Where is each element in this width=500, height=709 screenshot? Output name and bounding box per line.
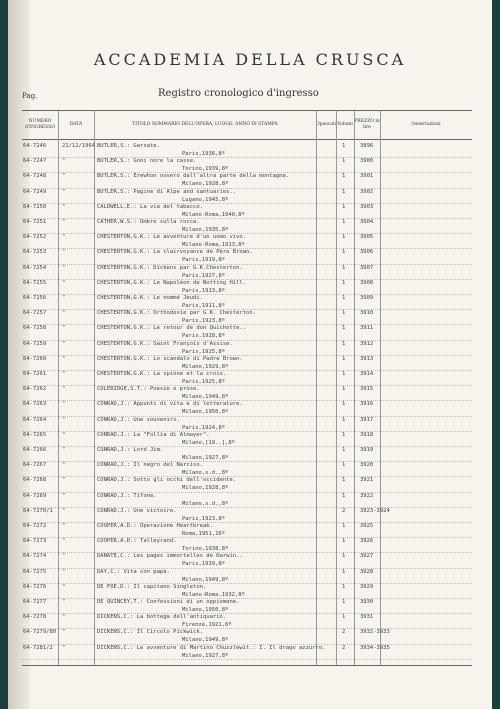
entry-date: " — [62, 355, 66, 362]
entry-date: " — [62, 477, 66, 484]
entry-price: 3902 — [360, 188, 374, 195]
entry-title: CONRAD,J.: Tifone. — [97, 492, 157, 499]
entry-number: 64-7276 — [23, 583, 47, 590]
table-row — [22, 204, 472, 219]
entry-price: 3896 — [360, 143, 374, 149]
entry-price: 3926 — [360, 538, 374, 545]
entry-date: " — [62, 492, 66, 499]
entry-place-year: Milano,1950,8º — [182, 409, 229, 416]
entry-place-year: Milano,s.d.,8º — [182, 470, 229, 477]
entry-number: 64-7264 — [23, 416, 47, 423]
entry-number: 64-7248 — [23, 173, 47, 180]
entry-volumes: 1 — [342, 295, 346, 301]
entry-place-year: Milano,[19..],8º — [182, 439, 235, 446]
entry-price: 3907 — [360, 264, 374, 271]
entry-price: 3918 — [360, 431, 374, 438]
entry-date: " — [62, 371, 66, 377]
entry-volumes: 1 — [342, 386, 346, 393]
table-row — [22, 234, 472, 249]
entry-price: 3928 — [360, 568, 374, 575]
table-row — [22, 629, 472, 644]
table-row — [22, 523, 472, 538]
entry-date: " — [62, 431, 66, 438]
entry-place-year: Torino,1938,8º — [182, 546, 229, 553]
entry-volumes: 2 — [342, 507, 346, 514]
table-row — [22, 553, 472, 568]
entry-number: 64-7253 — [23, 249, 47, 256]
entry-place-year: Firenze,1921,8º — [182, 622, 232, 629]
entry-date: " — [62, 629, 66, 636]
entry-number: 64-7250 — [23, 203, 47, 210]
entry-date: " — [62, 310, 66, 317]
entry-number: 64-7267 — [23, 462, 47, 469]
entry-volumes: 1 — [342, 355, 346, 362]
entry-place-year: Milano,1928,8º — [182, 181, 229, 188]
entry-place-year: Paris,1919,8º — [182, 257, 226, 264]
entry-number: 64-7277 — [23, 599, 47, 605]
entry-title: CHESTERTON,G.K.: Lo scandalo di Padre Brown. — [97, 355, 243, 362]
table-row — [22, 143, 472, 158]
entry-price: 3932-3933 — [360, 629, 390, 636]
entry-number: 64-7247 — [23, 158, 47, 165]
entry-price: 3909 — [360, 295, 374, 301]
entry-volumes: 2 — [342, 644, 346, 651]
entry-volumes: 1 — [342, 416, 346, 423]
entry-volumes: 1 — [342, 234, 346, 241]
entry-title: DICKENS,C.: La bottega dell'antiquario. — [97, 614, 227, 621]
entry-volumes: 1 — [342, 477, 346, 484]
entry-date: " — [62, 188, 66, 195]
entry-date: " — [62, 583, 66, 590]
entry-title: COLERIDGE,S.T.: Poesie e prose. — [97, 386, 200, 393]
entry-price: 3920 — [360, 462, 374, 469]
entry-price: 3906 — [360, 249, 374, 256]
entry-date: " — [62, 234, 66, 241]
entry-price: 3914 — [360, 371, 374, 377]
entry-volumes: 1 — [342, 553, 346, 560]
entry-price: 3930 — [360, 599, 374, 605]
entry-number: 64-7265 — [23, 431, 47, 438]
entry-date: " — [62, 447, 66, 453]
entry-number: 64-7251 — [23, 219, 47, 225]
entry-price: 3925 — [360, 523, 374, 529]
entry-date: " — [62, 203, 66, 210]
entry-price: 3904 — [360, 219, 374, 225]
entry-price: 3915 — [360, 386, 374, 393]
table-row — [22, 493, 472, 508]
entry-title: BUTLER,S.: Garsate. — [97, 143, 160, 149]
entry-date: " — [62, 279, 66, 286]
entry-volumes: 1 — [342, 371, 346, 377]
entry-number: 64-7262 — [23, 386, 47, 393]
entry-date: " — [62, 340, 66, 347]
entry-number: 64-7254 — [23, 264, 47, 271]
entry-place-year: Lugano,1945,8º — [182, 196, 229, 203]
table-row — [22, 189, 472, 204]
entry-title: CHESTERTON,G.K.: Le avventure d'un uomo vivo. — [97, 234, 247, 241]
header-opuscoli: Opuscoli — [316, 122, 336, 127]
entry-volumes: 1 — [342, 614, 346, 621]
header-data: DATA — [69, 122, 83, 127]
entry-number: 64-7256 — [23, 295, 47, 301]
entry-title: CONRAD,J.: Sotto gli occhi dell'occidente. — [97, 477, 237, 484]
entry-volumes: 2 — [342, 629, 346, 636]
entry-place-year: Milano,1949,8º — [182, 394, 229, 401]
entry-place-year: Torino,1939,8º — [182, 166, 229, 173]
entry-volumes: 1 — [342, 310, 346, 317]
entry-number: 64-7266 — [23, 447, 47, 453]
entry-number: 64-7255 — [23, 279, 47, 286]
entry-volumes: 1 — [342, 219, 346, 225]
entry-number: 64-7279/80 — [23, 629, 57, 636]
entry-number: 64-7272 — [23, 523, 47, 529]
table-bottom-rule — [22, 665, 472, 666]
table-header — [22, 110, 472, 140]
entry-volumes: 1 — [342, 249, 346, 256]
entry-date: " — [62, 386, 66, 393]
register-page — [8, 0, 492, 709]
entry-title: CATHER,W.S.: Ombre sulla rocca. — [97, 219, 200, 225]
entry-price: 3922 — [360, 492, 374, 499]
entry-place-year: Paris,1925,8º — [182, 379, 226, 385]
entry-date: " — [62, 568, 66, 575]
entry-date: " — [62, 614, 66, 621]
table-row — [22, 371, 472, 386]
entry-title: BUTLER,S.: Gnoi nore la casse. — [97, 158, 197, 165]
entry-date: 21/12/1964 — [62, 143, 96, 149]
header-volumi: Volumi — [337, 122, 353, 127]
entry-place-year: Paris,1923,8º — [182, 515, 226, 522]
entry-number: 64-7258 — [23, 325, 47, 332]
table-row — [22, 280, 472, 295]
table-row — [22, 447, 472, 462]
table-row — [22, 614, 472, 629]
entry-place-year: Milano-Roma,1932,8º — [182, 591, 245, 598]
entry-date: " — [62, 644, 66, 651]
entry-price: 3923-3924 — [360, 507, 390, 514]
entry-title: DAY,C.: Vita con papà. — [97, 568, 170, 575]
entry-title: BUTLER,S.: Erewhon ovvero dall'altra parte della montagna. — [97, 173, 290, 180]
entry-price: 3912 — [360, 340, 374, 347]
entry-volumes: 1 — [342, 401, 346, 408]
table-row — [22, 584, 472, 599]
entry-date: " — [62, 264, 66, 271]
entry-title: CONRAD,J.: Lord Jim. — [97, 447, 164, 453]
entry-volumes: 1 — [342, 264, 346, 271]
entry-place-year: Paris,1927,8º — [182, 272, 226, 279]
entry-place-year: Milano,1928,8º — [182, 485, 229, 492]
entry-title: CHESTERTON,G.K.: Le Napoléon de Notting Hill. — [97, 279, 247, 286]
entry-volumes: 1 — [342, 143, 346, 149]
table-row — [22, 356, 472, 371]
entry-volumes: 1 — [342, 158, 346, 165]
entry-price: 3911 — [360, 325, 374, 332]
entry-title: CHESTERTON,G.K.: Dickens par G.K.Chesterton. — [97, 264, 243, 271]
entry-price: 3913 — [360, 355, 374, 362]
entry-number: 64-7275 — [23, 568, 47, 575]
entry-date: " — [62, 401, 66, 408]
table-row — [22, 310, 472, 325]
table-row — [22, 265, 472, 280]
entry-price: 3908 — [360, 279, 374, 286]
table-row — [22, 508, 472, 523]
entry-place-year: Milano,1949,8º — [182, 576, 229, 583]
entry-title: COOPER,A.D.: Operazione Heartbreak. — [97, 523, 213, 529]
entry-volumes: 1 — [342, 462, 346, 469]
entry-title: CHESTERTON,G.K.: La clairvoyance de Père Brown. — [97, 249, 253, 256]
entry-title: CONRAD,J.: La "Follia di Almayer". — [97, 431, 210, 438]
entry-title: CALDWELL,E.: La via del tabacco. — [97, 203, 203, 210]
entry-number: 64-7252 — [23, 234, 47, 241]
entry-title: CONRAD,J.: Appunti di vita e di letterature. — [97, 401, 243, 408]
entry-number: 64-7274 — [23, 553, 47, 560]
register-subtitle: Registro cronologico d'ingresso — [158, 88, 319, 99]
entry-volumes: 1 — [342, 538, 346, 545]
table-row — [22, 341, 472, 356]
entry-volumes: 1 — [342, 583, 346, 590]
entry-title: DANATE,C.: Les pages immortelles de Darwin.. — [97, 553, 243, 560]
entry-price: 3903 — [360, 203, 374, 210]
entry-place-year: Paris,1924,8º — [182, 424, 226, 431]
table-row — [22, 173, 472, 188]
table-row — [22, 477, 472, 492]
entry-price: 3934-3935 — [360, 644, 390, 651]
entry-title: CHESTERTON,G.K.: La spiòne et la croix. — [97, 371, 227, 377]
entry-title: DE FOE,D.: Il capitano Singleton. — [97, 583, 207, 590]
entry-date: " — [62, 599, 66, 605]
entry-number: 64-7261 — [23, 371, 47, 377]
entry-volumes: 1 — [342, 279, 346, 286]
table-row — [22, 417, 472, 432]
entry-price: 3900 — [360, 158, 374, 165]
entry-number: 64-7278 — [23, 614, 47, 621]
entry-date: " — [62, 507, 66, 514]
entry-place-year: Roma,1951,16º — [182, 531, 226, 537]
entry-title: CONRAD,J.: Une souvenirs. — [97, 416, 180, 423]
page-number-label: Pag. — [22, 92, 38, 100]
table-row — [22, 462, 472, 477]
table-row — [22, 158, 472, 173]
entry-price: 3931 — [360, 614, 374, 621]
entry-title: CONRAD,J.: Une victoire. — [97, 507, 177, 514]
entry-volumes: 1 — [342, 523, 346, 529]
row-rule — [22, 659, 472, 660]
entry-date: " — [62, 538, 66, 545]
entry-place-year: Milano,1929,8º — [182, 363, 229, 370]
entry-date: " — [62, 523, 66, 529]
entry-place-year: Milano,1927,8º — [182, 455, 229, 461]
entry-price: 3916 — [360, 401, 374, 408]
entry-date: " — [62, 295, 66, 301]
entry-place-year: Milano,1927,8º — [182, 652, 229, 659]
entry-price: 3917 — [360, 416, 374, 423]
entry-place-year: Milano-Roma,1940,8º — [182, 211, 245, 218]
entry-number: 64-7259 — [23, 340, 47, 347]
header-titolo: TITOLO SOMMARIO DELL'OPERA, LUOGO, ANNO DI STAMPA — [132, 122, 278, 127]
table-row — [22, 645, 472, 660]
entry-date: " — [62, 219, 66, 225]
entry-place-year: Paris,1923,8º — [182, 318, 226, 325]
entry-volumes: 1 — [342, 188, 346, 195]
entry-volumes: 1 — [342, 431, 346, 438]
entry-date: " — [62, 462, 66, 469]
table-row — [22, 325, 472, 340]
entry-volumes: 1 — [342, 340, 346, 347]
entry-number: 64-7281/2 — [23, 644, 53, 651]
entry-number: 64-7269 — [23, 492, 47, 499]
entry-place-year: Paris,1936,8º — [182, 151, 226, 157]
entry-number: 64-7273 — [23, 538, 47, 545]
entry-title: DICKENS,C.: Il Circolo Pickwick. — [97, 629, 203, 636]
entry-place-year: Paris,1928,8º — [182, 333, 226, 340]
entry-date: " — [62, 416, 66, 423]
entry-number: 64-7246 — [23, 143, 47, 149]
entry-title: CHESTERTON,G.K.: Le retour de don Quichotte.. — [97, 325, 247, 332]
table-row — [22, 219, 472, 234]
entry-price: 3929 — [360, 583, 374, 590]
entry-title: CONRAD,J.: Il negro del Narciso. — [97, 462, 203, 469]
entry-price: 3921 — [360, 477, 374, 484]
header-prezzo: PREZZO in lire — [354, 119, 380, 130]
entry-title: CHESTERTON,G.K.: Orthodoxie par G.K. Chesterton. — [97, 310, 256, 317]
entry-number: 64-7249 — [23, 188, 47, 195]
entry-date: " — [62, 158, 66, 165]
header-numero: NUMERO d'INGRESSO — [25, 119, 55, 130]
entry-place-year: Milano,s.d.,8º — [182, 500, 229, 507]
entry-price: 3919 — [360, 447, 374, 453]
entry-volumes: 1 — [342, 203, 346, 210]
entry-volumes: 1 — [342, 568, 346, 575]
entry-title: CHESTERTON,G.K.: Saint François d'Assise. — [97, 340, 233, 347]
entry-number: 64-7260 — [23, 355, 47, 362]
entry-volumes: 1 — [342, 173, 346, 180]
entry-price: 3910 — [360, 310, 374, 317]
table-row — [22, 386, 472, 401]
entry-volumes: 1 — [342, 599, 346, 605]
entry-place-year: Paris,1911,8º — [182, 303, 226, 309]
entry-volumes: 1 — [342, 492, 346, 499]
entry-title: DICKENS,C.: Le avventure di Martino Chuzzlewit.: I. Il drago azzurro. — [97, 644, 326, 651]
table-row — [22, 599, 472, 614]
entry-price: 3905 — [360, 234, 374, 241]
entry-place-year: Paris,1913,8º — [182, 287, 226, 294]
entry-number: 64-7263 — [23, 401, 47, 408]
entry-place-year: Milano,1935,8º — [182, 227, 229, 233]
entry-place-year: Milano-Roma,1913,8º — [182, 242, 245, 249]
entry-number: 64-7268 — [23, 477, 47, 484]
table-row — [22, 569, 472, 584]
entry-place-year: Milano,1949,8º — [182, 637, 229, 644]
table-row — [22, 295, 472, 310]
table-row — [22, 538, 472, 553]
entry-title: DE QUINCEY,T.: Confessioni di un oppiomane. — [97, 599, 240, 605]
entry-title: BUTLER,S.: Pagine di Alpe and santuaries.. — [97, 188, 237, 195]
entry-price: 3927 — [360, 553, 374, 560]
entry-place-year: Paris,1925,8º — [182, 348, 226, 355]
entry-number: 64-7257 — [23, 310, 47, 317]
header-osservazioni: Osservazioni — [411, 122, 441, 127]
entry-date: " — [62, 325, 66, 332]
table-row — [22, 249, 472, 264]
page-title: ACCADEMIA DELLA CRUSCA — [93, 50, 407, 69]
entry-number: 64-7270/1 — [23, 507, 53, 514]
table-row — [22, 401, 472, 416]
entry-date: " — [62, 553, 66, 560]
entry-price: 3901 — [360, 173, 374, 180]
entry-date: " — [62, 173, 66, 180]
entry-volumes: 1 — [342, 325, 346, 332]
entry-place-year: Milano,1950,8º — [182, 607, 229, 613]
entry-volumes: 1 — [342, 447, 346, 453]
entry-title: COOPER,A.D.: Talleyrand. — [97, 538, 177, 545]
entry-title: CHESTERTON,G.K.: Le nommé Jeudi. — [97, 295, 203, 301]
entry-date: " — [62, 249, 66, 256]
table-row — [22, 432, 472, 447]
entry-place-year: Paris,1939,8º — [182, 561, 226, 568]
